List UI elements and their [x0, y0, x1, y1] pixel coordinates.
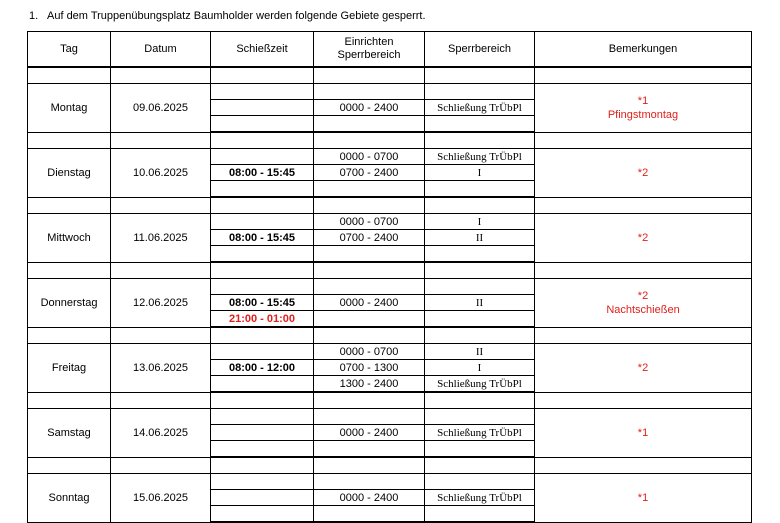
setup-time-cell: 0000 - 2400: [314, 425, 425, 441]
spacer-cell: [28, 197, 111, 214]
table-row: [28, 214, 752, 230]
remarks-cell: [535, 344, 752, 393]
column-header-einrichten: [314, 32, 425, 68]
spacer-cell: [211, 327, 314, 344]
setup-time-cell: 0700 - 2400: [314, 165, 425, 181]
firing-time-cell: 08:00 - 12:00: [211, 360, 314, 376]
setup-time-cell: 0000 - 0700: [314, 214, 425, 230]
spacer-cell: [535, 392, 752, 409]
spacer-cell: [314, 197, 425, 214]
spacer-cell: [28, 392, 111, 409]
day-name-cell: Montag: [28, 84, 111, 133]
setup-time-cell: [314, 116, 425, 133]
firing-time-cell: [211, 100, 314, 116]
day-name-cell: Dienstag: [28, 149, 111, 198]
firing-time-cell: [211, 425, 314, 441]
firing-time-cell: [211, 490, 314, 506]
remark-footnote-marker: *1: [637, 94, 649, 107]
spacer-cell: [425, 392, 535, 409]
setup-time-cell: 1300 - 2400: [314, 376, 425, 393]
spacer-cell: [111, 132, 211, 149]
spacer-cell: [535, 262, 752, 279]
day-spacer-row: [28, 132, 752, 149]
firing-time-cell: [211, 149, 314, 165]
firing-time-cell: [211, 344, 314, 360]
firing-time-cell: [211, 441, 314, 458]
spacer-cell: [28, 327, 111, 344]
spacer-cell: [211, 457, 314, 474]
spacer-cell: [111, 392, 211, 409]
firing-time-cell: [211, 409, 314, 425]
spacer-cell: [28, 457, 111, 474]
remarks-cell: [535, 279, 752, 328]
restricted-area-cell: I: [425, 165, 535, 181]
remarks-cell: [535, 149, 752, 198]
remark-footnote-marker: *2: [637, 289, 649, 302]
spacer-cell: [314, 67, 425, 84]
spacer-cell: [211, 392, 314, 409]
day-name-cell: Samstag: [28, 409, 111, 458]
restricted-area-cell: [425, 311, 535, 328]
firing-time-cell: 08:00 - 15:45: [211, 230, 314, 246]
setup-time-cell: [314, 474, 425, 490]
remarks-cell: [535, 474, 752, 523]
spacer-cell: [425, 132, 535, 149]
column-header-datum: Datum: [111, 32, 211, 68]
restricted-area-cell: [425, 279, 535, 295]
date-cell: 11.06.2025: [111, 214, 211, 263]
day-name-cell: Freitag: [28, 344, 111, 393]
firing-time-cell: 21:00 - 01:00: [211, 311, 314, 328]
remarks-cell: [535, 214, 752, 263]
spacer-cell: [111, 327, 211, 344]
spacer-cell: [28, 67, 111, 84]
spacer-cell: [28, 262, 111, 279]
firing-time-cell: [211, 181, 314, 198]
column-header-tag: Tag: [28, 32, 111, 68]
remarks-cell: [535, 84, 752, 133]
date-cell: 09.06.2025: [111, 84, 211, 133]
spacer-cell: [314, 262, 425, 279]
spacer-cell: [425, 327, 535, 344]
spacer-cell: [535, 197, 752, 214]
setup-time-cell: 0000 - 0700: [314, 344, 425, 360]
restricted-area-cell: Schließung TrÜbPl: [425, 490, 535, 506]
table-row: [28, 279, 752, 295]
restricted-area-cell: I: [425, 214, 535, 230]
restricted-area-cell: I: [425, 360, 535, 376]
spacer-cell: [535, 457, 752, 474]
remark-text: Pfingstmontag: [607, 108, 679, 121]
column-header-bemerkungen: Bemerkungen: [535, 32, 752, 68]
date-cell: 15.06.2025: [111, 474, 211, 523]
table-row: [28, 344, 752, 360]
spacer-cell: [314, 132, 425, 149]
column-header-einrichten-line1: Einrichten: [344, 36, 394, 48]
schedule-body: [28, 67, 752, 522]
spacer-cell: [425, 457, 535, 474]
restricted-area-cell: II: [425, 344, 535, 360]
spacer-cell: [28, 132, 111, 149]
restricted-area-cell: II: [425, 230, 535, 246]
table-row: [28, 474, 752, 490]
section-heading-text: Auf dem Truppenübungsplatz Baumholder werden folgende Gebiete gesperrt.: [47, 10, 426, 22]
restricted-area-cell: [425, 409, 535, 425]
spacer-cell: [211, 132, 314, 149]
spacer-cell: [111, 67, 211, 84]
restricted-area-cell: [425, 116, 535, 133]
spacer-cell: [535, 67, 752, 84]
day-spacer-row: [28, 457, 752, 474]
day-name-cell: Sonntag: [28, 474, 111, 523]
setup-time-cell: [314, 181, 425, 198]
restricted-area-cell: [425, 506, 535, 523]
remark-footnote-marker: *2: [637, 361, 649, 374]
spacer-cell: [211, 67, 314, 84]
restricted-area-cell: Schließung TrÜbPl: [425, 425, 535, 441]
firing-time-cell: [211, 246, 314, 263]
spacer-cell: [314, 457, 425, 474]
remark-footnote-marker: *2: [637, 166, 649, 179]
date-cell: 10.06.2025: [111, 149, 211, 198]
day-spacer-row: [28, 262, 752, 279]
restricted-area-cell: [425, 441, 535, 458]
restricted-area-cell: II: [425, 295, 535, 311]
table-row: [28, 149, 752, 165]
spacer-cell: [314, 392, 425, 409]
setup-time-cell: 0000 - 2400: [314, 490, 425, 506]
remark-footnote-marker: *2: [637, 231, 649, 244]
setup-time-cell: 0000 - 2400: [314, 295, 425, 311]
firing-time-cell: [211, 84, 314, 100]
section-heading: [29, 10, 426, 22]
setup-time-cell: 0700 - 2400: [314, 230, 425, 246]
restricted-area-cell: Schließung TrÜbPl: [425, 376, 535, 393]
day-name-cell: Mittwoch: [28, 214, 111, 263]
remark-footnote-marker: *1: [637, 426, 649, 439]
date-cell: 12.06.2025: [111, 279, 211, 328]
table-header-row: [28, 32, 752, 68]
date-cell: 14.06.2025: [111, 409, 211, 458]
setup-time-cell: [314, 441, 425, 458]
spacer-cell: [314, 327, 425, 344]
date-cell: 13.06.2025: [111, 344, 211, 393]
day-spacer-row: [28, 67, 752, 84]
column-header-sperrbereich: Sperrbereich: [425, 32, 535, 68]
day-spacer-row: [28, 327, 752, 344]
setup-time-cell: [314, 311, 425, 328]
restricted-area-cell: [425, 246, 535, 263]
spacer-cell: [535, 327, 752, 344]
column-header-schiesszeit: Schießzeit: [211, 32, 314, 68]
day-spacer-row: [28, 197, 752, 214]
day-name-cell: Donnerstag: [28, 279, 111, 328]
spacer-cell: [211, 262, 314, 279]
section-number: 1.: [29, 10, 39, 22]
firing-time-cell: 08:00 - 15:45: [211, 295, 314, 311]
table-row: [28, 84, 752, 100]
column-header-einrichten-line2: Sperrbereich: [337, 49, 401, 61]
firing-time-cell: [211, 279, 314, 295]
restricted-area-cell: [425, 181, 535, 198]
restricted-area-cell: Schließung TrÜbPl: [425, 100, 535, 116]
firing-time-cell: [211, 116, 314, 133]
spacer-cell: [211, 197, 314, 214]
setup-time-cell: 0000 - 0700: [314, 149, 425, 165]
spacer-cell: [425, 67, 535, 84]
setup-time-cell: 0000 - 2400: [314, 100, 425, 116]
table-row: [28, 409, 752, 425]
firing-time-cell: [211, 214, 314, 230]
spacer-cell: [535, 132, 752, 149]
setup-time-cell: [314, 506, 425, 523]
setup-time-cell: [314, 84, 425, 100]
spacer-cell: [111, 457, 211, 474]
spacer-cell: [425, 262, 535, 279]
setup-time-cell: [314, 246, 425, 263]
spacer-cell: [111, 197, 211, 214]
setup-time-cell: 0700 - 1300: [314, 360, 425, 376]
closure-schedule-table: [27, 31, 752, 523]
firing-time-cell: 08:00 - 15:45: [211, 165, 314, 181]
day-spacer-row: [28, 392, 752, 409]
firing-time-cell: [211, 474, 314, 490]
spacer-cell: [425, 197, 535, 214]
restricted-area-cell: Schließung TrÜbPl: [425, 149, 535, 165]
restricted-area-cell: [425, 474, 535, 490]
spacer-cell: [111, 262, 211, 279]
setup-time-cell: [314, 409, 425, 425]
setup-time-cell: [314, 279, 425, 295]
restricted-area-cell: [425, 84, 535, 100]
firing-time-cell: [211, 506, 314, 523]
remark-footnote-marker: *1: [637, 491, 649, 504]
remark-text: Nachtschießen: [606, 303, 680, 316]
remarks-cell: [535, 409, 752, 458]
firing-time-cell: [211, 376, 314, 393]
